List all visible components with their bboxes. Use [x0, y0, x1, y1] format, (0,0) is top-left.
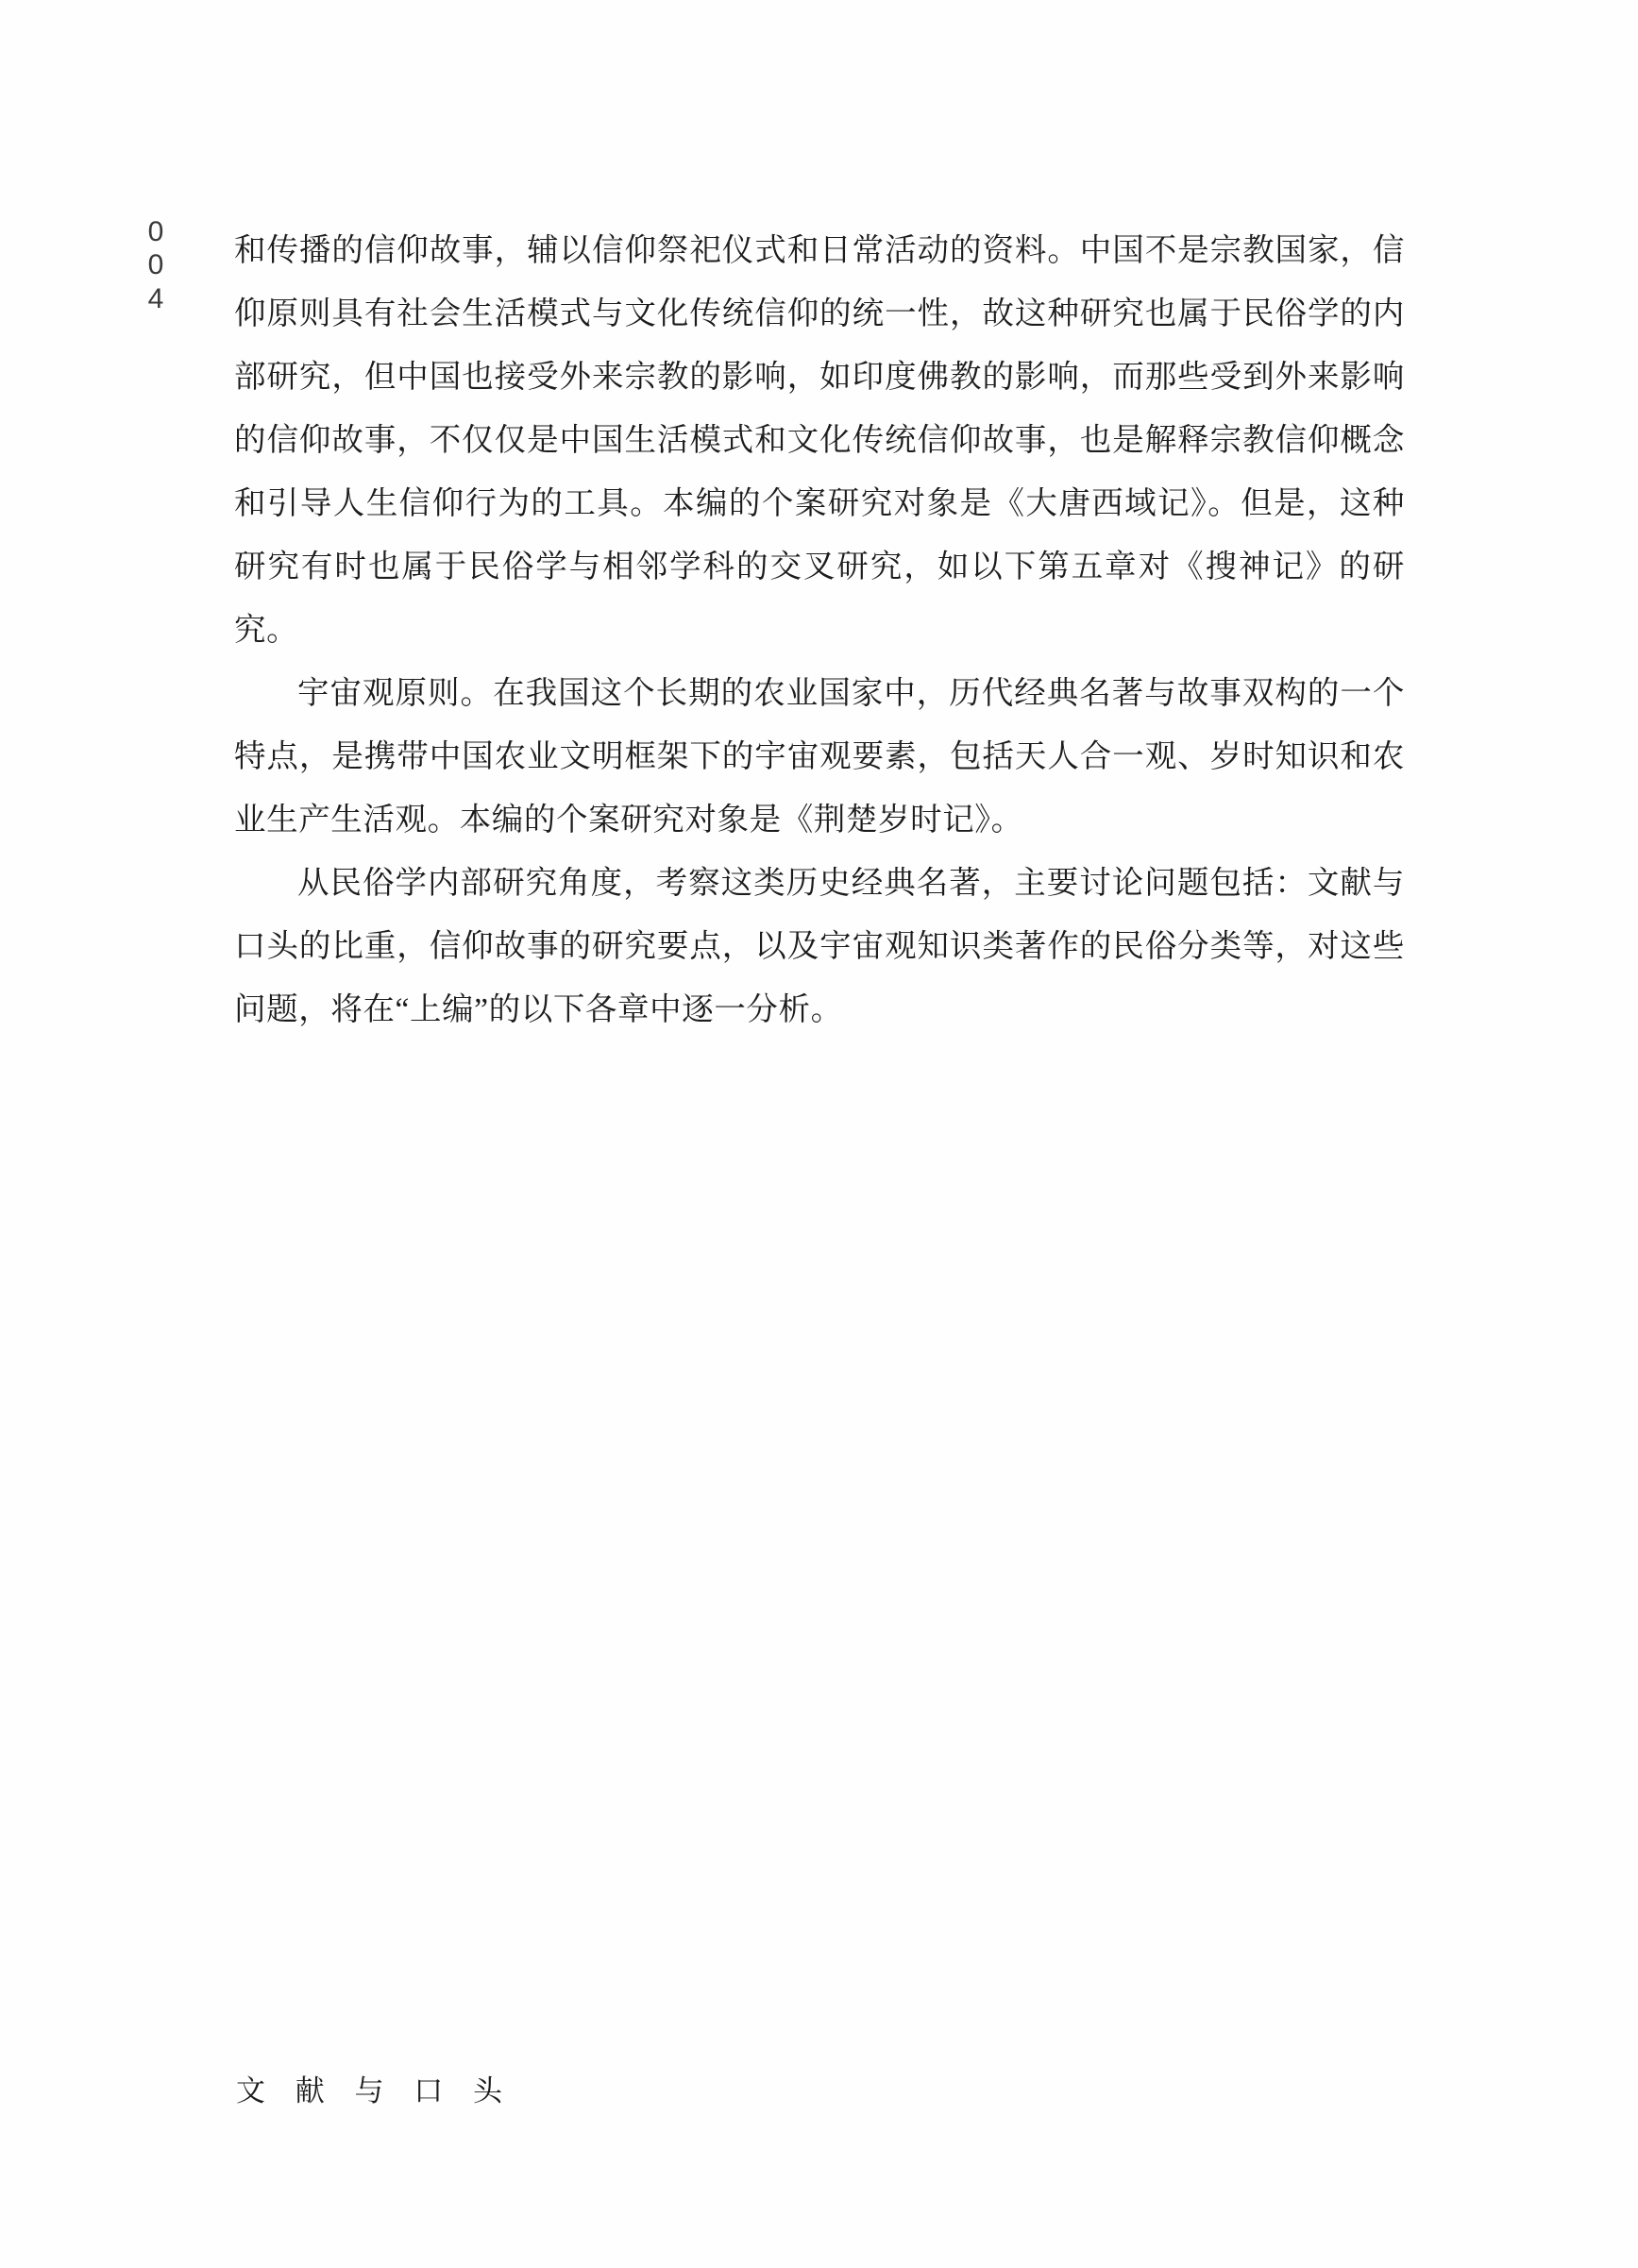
paragraph-1: 和传播的信仰故事，辅以信仰祭祀仪式和日常活动的资料。中国不是宗教国家，信仰原则具有社会生活模式与文化传统信仰的统一性，故这种研究也属于民俗学的内部研究，但中国也接受外来宗教的影响，如印度佛教的影响，而那些受到外来影响的信仰故事，不仅仅是中国生活模式和文化传统信仰故事，也是解释宗教信仰概念和引导人生信仰行为的工具。本编的个案研究对象是《大唐西域记》。但是，这种研究有时也属于民俗学与相邻学科的交叉研究，如以下第五章对《搜神记》的研究。 — [234, 233, 1405, 648]
page-number-digit-3: 4 — [147, 282, 164, 314]
body-text-column — [234, 219, 1405, 1041]
page-number — [127, 215, 184, 315]
paragraph-3: 从民俗学内部研究角度，考察这类历史经典名著，主要讨论问题包括：文献与口头的比重，信仰故事的研究要点，以及宇宙观知识类著作的民俗分类等，对这些问题，将在“上编”的以下各章中逐一分析。 — [234, 866, 1405, 1027]
page-number-digit-2: 0 — [147, 249, 164, 281]
running-footer: 文 献 与 口 头 — [236, 2074, 514, 2107]
paragraph-2: 宇宙观原则。在我国这个长期的农业国家中，历代经典名著与故事双构的一个特点，是携带中国农业文明框架下的宇宙观要素，包括天人合一观、岁时知识和农业生产生活观。本编的个案研究对象是《荆楚岁时记》。 — [234, 676, 1405, 838]
page-number-digit-1: 0 — [147, 216, 164, 247]
